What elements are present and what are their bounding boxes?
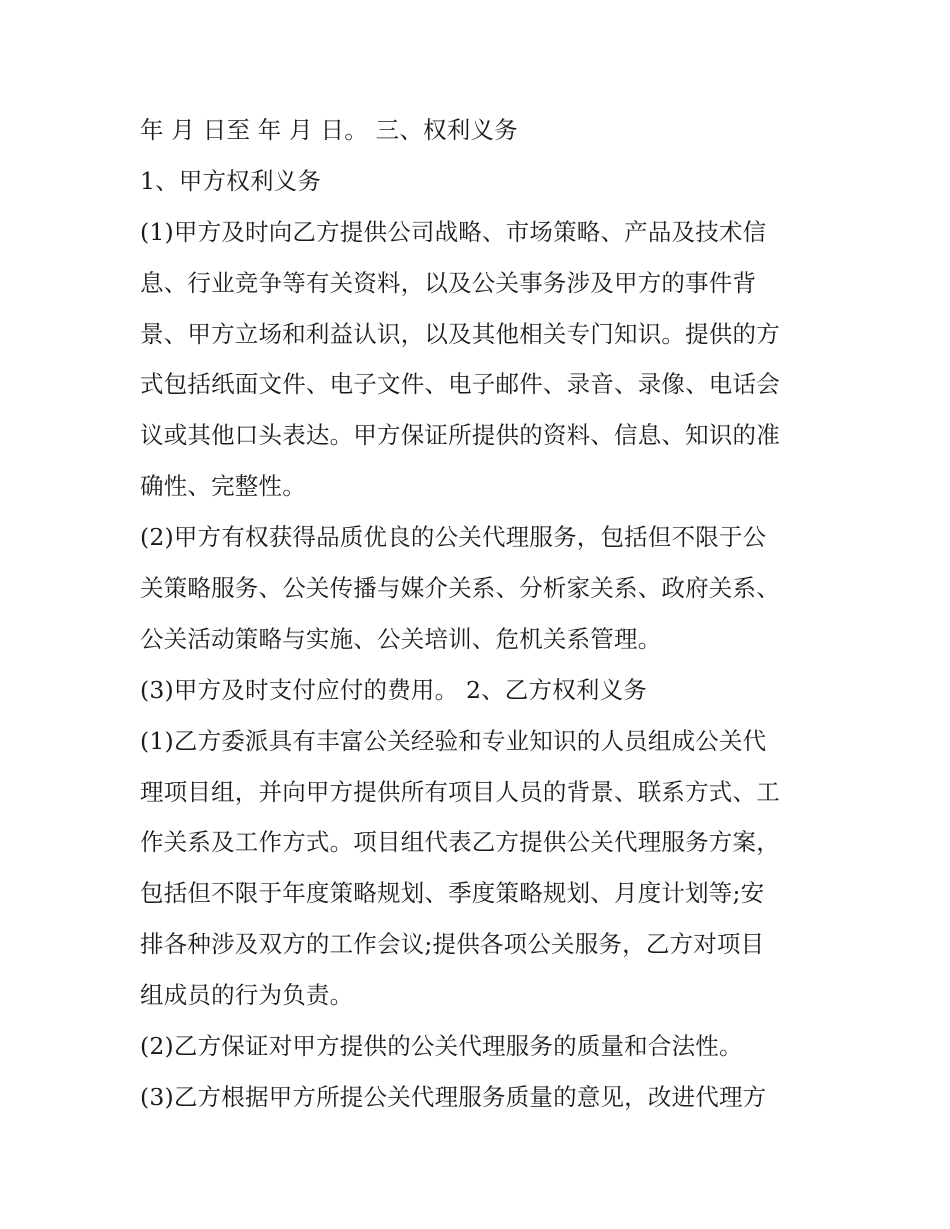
text-line: 景、甲方立场和利益认识，以及其他相关专门知识。提供的方 [140, 319, 780, 348]
text-line: 包括但不限于年度策略规划、季度策略规划、月度计划等;安 [140, 879, 765, 908]
text-line: (2)甲方有权获得品质优良的公关代理服务，包括但不限于公 [140, 523, 767, 552]
text-line: 公关活动策略与实施、公关培训、危机关系管理。 [140, 624, 662, 653]
text-line: (1)甲方及时向乙方提供公司战略、市场策略、产品及技术信 [140, 217, 767, 246]
text-line: 确性、完整性。 [140, 472, 306, 501]
text-line: 年 月 日至 年 月 日。 三、权利义务 [140, 116, 518, 144]
text-line: 息、行业竞争等有关资料，以及公关事务涉及甲方的事件背 [140, 268, 757, 297]
text-line: 议或其他口头表达。甲方保证所提供的资料、信息、知识的准 [140, 421, 780, 450]
document-body [140, 105, 820, 1123]
text-line: (1)乙方委派具有丰富公关经验和专业知识的人员组成公关代 [140, 726, 767, 755]
text-line: 理项目组，并向甲方提供所有项目人员的背景、联系方式、工 [140, 777, 780, 806]
text-line: 式包括纸面文件、电子文件、电子邮件、录音、录像、电话会 [140, 370, 780, 399]
text-line: 组成员的行为负责。 [140, 981, 354, 1010]
text-line: (3)乙方根据甲方所提公关代理服务质量的意见，改进代理方 [140, 1082, 767, 1111]
text-line: 1、甲方权利义务 [140, 166, 322, 195]
text-line: 作关系及工作方式。项目组代表乙方提供公关代理服务方案， [140, 828, 780, 857]
text-line: 排各种涉及双方的工作会议;提供各项公关服务，乙方对项目 [140, 930, 765, 959]
text-line: 关策略服务、公关传播与媒介关系、分析家关系、政府关系、 [140, 574, 780, 603]
text-line: (3)甲方及时支付应付的费用。 2、乙方权利义务 [140, 675, 648, 704]
text-line: (2)乙方保证对甲方提供的公关代理服务的质量和合法性。 [140, 1032, 743, 1061]
